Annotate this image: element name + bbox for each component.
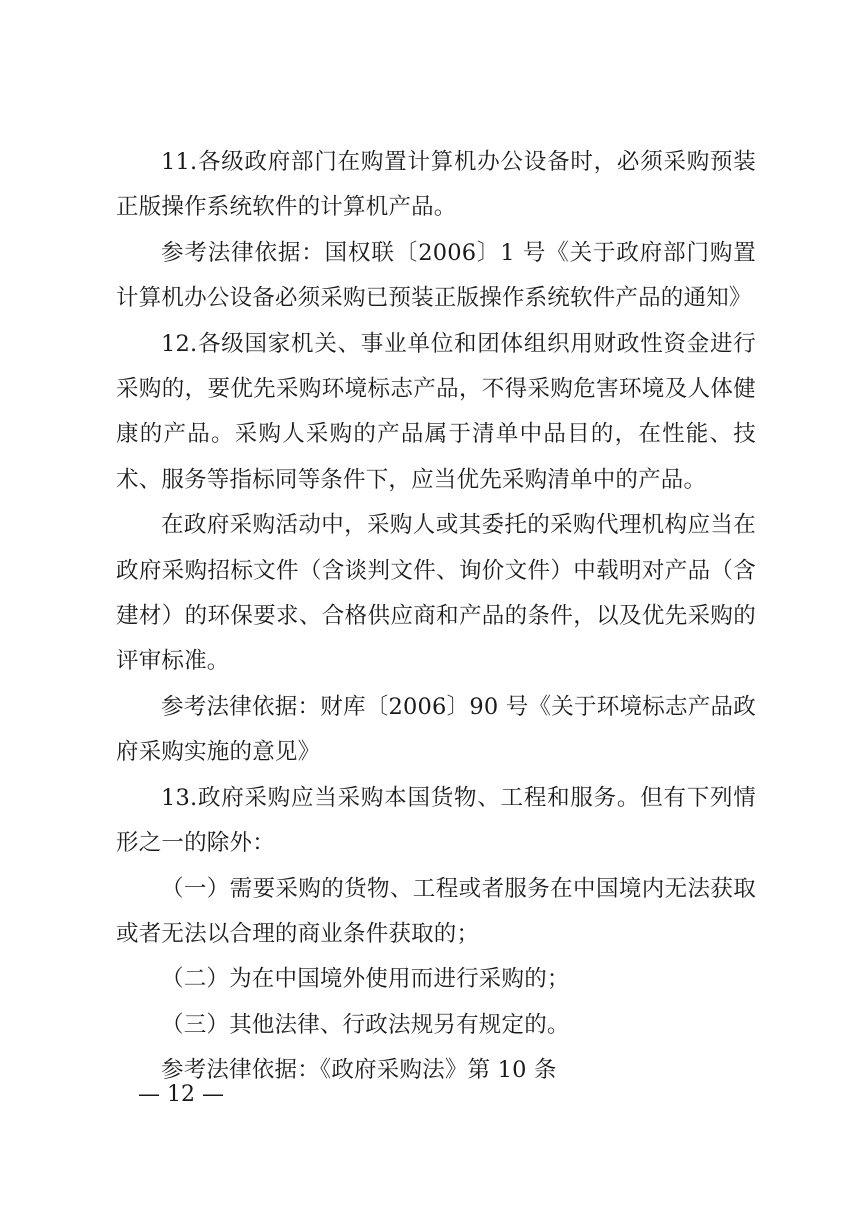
paragraph-item-11: 11.各级政府部门在购置计算机办公设备时，必须采购预装正版操作系统软件的计算机产品。 bbox=[116, 149, 756, 221]
legal-basis-paragraph: 参考法律依据：《政府采购法》第 10 条 bbox=[161, 1057, 557, 1084]
page-number: — 12 — bbox=[138, 1082, 224, 1107]
paragraph-item-13: 13.政府采购应当采购本国货物、工程和服务。但有下列情形之一的除外： bbox=[116, 784, 756, 857]
exception-item-2: （二）为在中国境外使用而进行采购的； bbox=[161, 966, 570, 993]
legal-basis-paragraph: 参考法律依据：国权联〔2006〕1 号《关于政府部门购置计算机办公设备必须采购已预装正版操作系统软件产品的通知》 bbox=[116, 239, 756, 312]
exception-item-1: （一）需要采购的货物、工程或者服务在中国境内无法获取或者无法以合理的商业条件获取的； bbox=[116, 875, 756, 947]
exception-item-3: （三）其他法律、行政法规另有规定的。 bbox=[161, 1011, 570, 1038]
paragraph-item-12: 12.各级国家机关、事业单位和团体组织用财政性资金进行采购的，要优先采购环境标志产品，不得采购危害环境及人体健康的产品。采购人采购的产品属于清单中品目的，在性能、技术、服务等指标同等条件下，应当优先采购清单中的产品。 bbox=[116, 330, 756, 493]
document-body bbox=[116, 140, 756, 1094]
legal-basis-paragraph: 参考法律依据：财库〔2006〕90 号《关于环境标志产品政府采购实施的意见》 bbox=[116, 693, 756, 766]
paragraph-procurement-activity: 在政府采购活动中，采购人或其委托的采购代理机构应当在政府采购招标文件（含谈判文件、询价文件）中载明对产品（含建材）的环保要求、合格供应商和产品的条件，以及优先采购的评审标准。 bbox=[116, 512, 756, 675]
